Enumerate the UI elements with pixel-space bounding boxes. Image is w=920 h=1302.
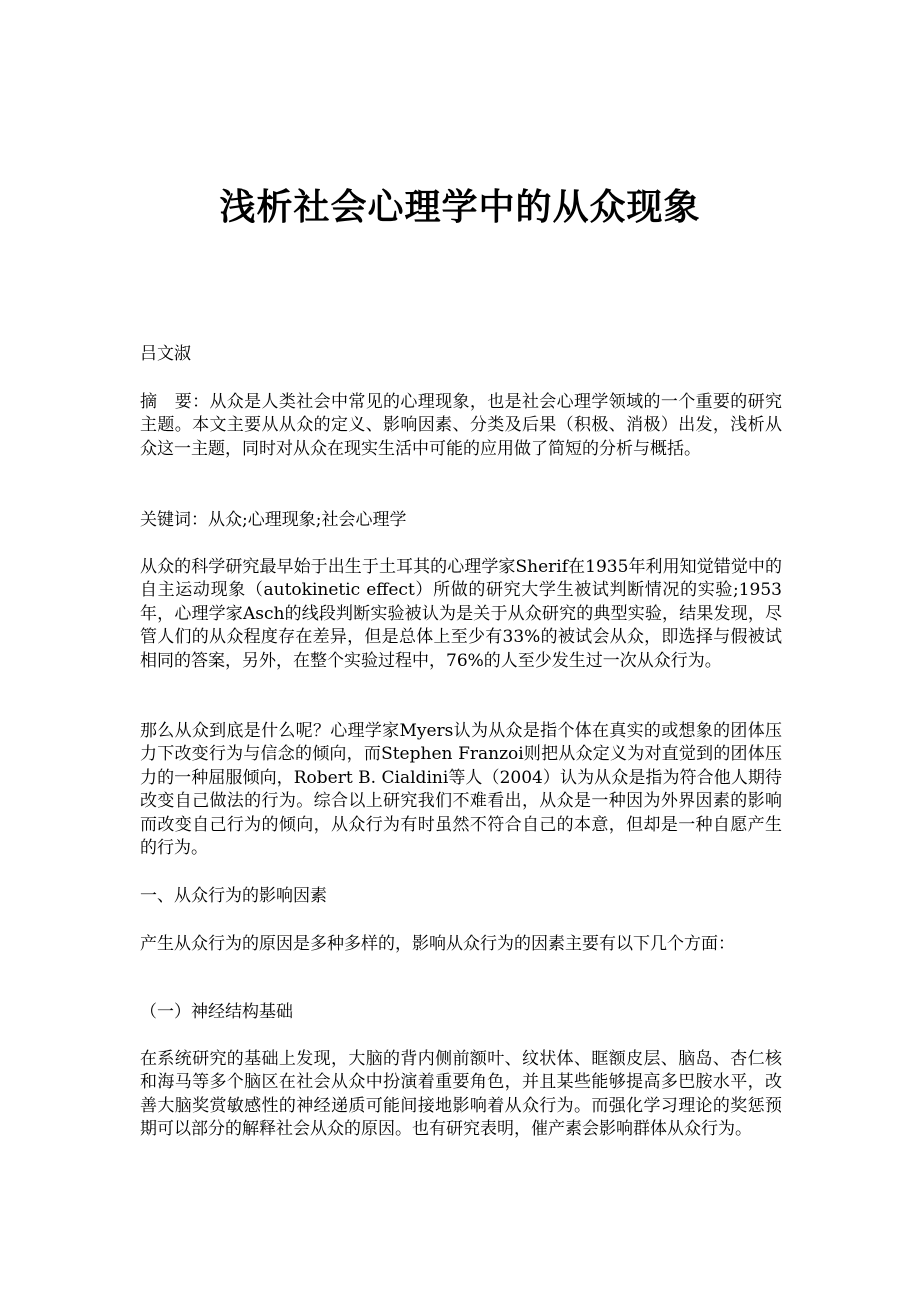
document-title: 浅析社会心理学中的从众现象 [219,186,701,228]
subsection-heading-1: （一）神经结构基础 [140,1002,293,1022]
body-paragraph-2: 那么从众到底是什么呢？心理学家Myers认为从众是指个体在真实的或想象的团体压力下改变行为与信念的倾向，而Stephen Franzoi则把从众定义为对直觉到的团体压力的一种屈服倾向，Robert B. Cialdini等人（2004）认为从众是指为符合他人期待改变自己做法的行为。综合以上研究我们不难看出，从众是一种因为外界因素的影响而改变自己行为的倾向，从众行为有时虽然不符合自己的本意，但却是一种自愿产生的行为。 [140,721,782,859]
subsection-paragraph-1: 在系统研究的基础上发现，大脑的背内侧前额叶、纹状体、眶额皮层、脑岛、杏仁核和海马等多个脑区在社会从众中扮演着重要角色，并且某些能够提高多巴胺水平，改善大脑奖赏敏感性的神经递质可能间接地影响着从众行为。而强化学习理论的奖惩预期可以部分的解释社会从众的原因。也有研究表明，催产素会影响群体从众行为。 [140,1049,782,1140]
abstract-paragraph: 摘 要：从众是人类社会中常见的心理现象，也是社会心理学领域的一个重要的研究主题。本文主要从从众的定义、影响因素、分类及后果（积极、消极）出发，浅析从众这一主题，同时对从众在现实生活中可能的应用做了简短的分析与概括。 [140,392,782,459]
section-heading-1: 一、从众行为的影响因素 [140,886,327,906]
body-paragraph-1: 从众的科学研究最早始于出生于土耳其的心理学家Sherif在1935年利用知觉错觉中的自主运动现象（autokinetic effect）所做的研究大学生被试判断情况的实验;1953年，心理学家Asch的线段判断实验被认为是关于从众研究的典型实验，结果发现，尽管人们的从众程度存在差异，但是总体上至少有33%的被试会从众，即选择与假被试相同的答案，另外，在整个实验过程中，76%的人至少发生过一次从众行为。 [140,557,782,671]
keywords-line: 关键词：从众;心理现象;社会心理学 [140,510,407,530]
section-intro-paragraph: 产生从众行为的原因是多种多样的，影响从众行为的因素主要有以下几个方面： [140,934,735,954]
author-name: 吕文淑 [140,344,191,364]
